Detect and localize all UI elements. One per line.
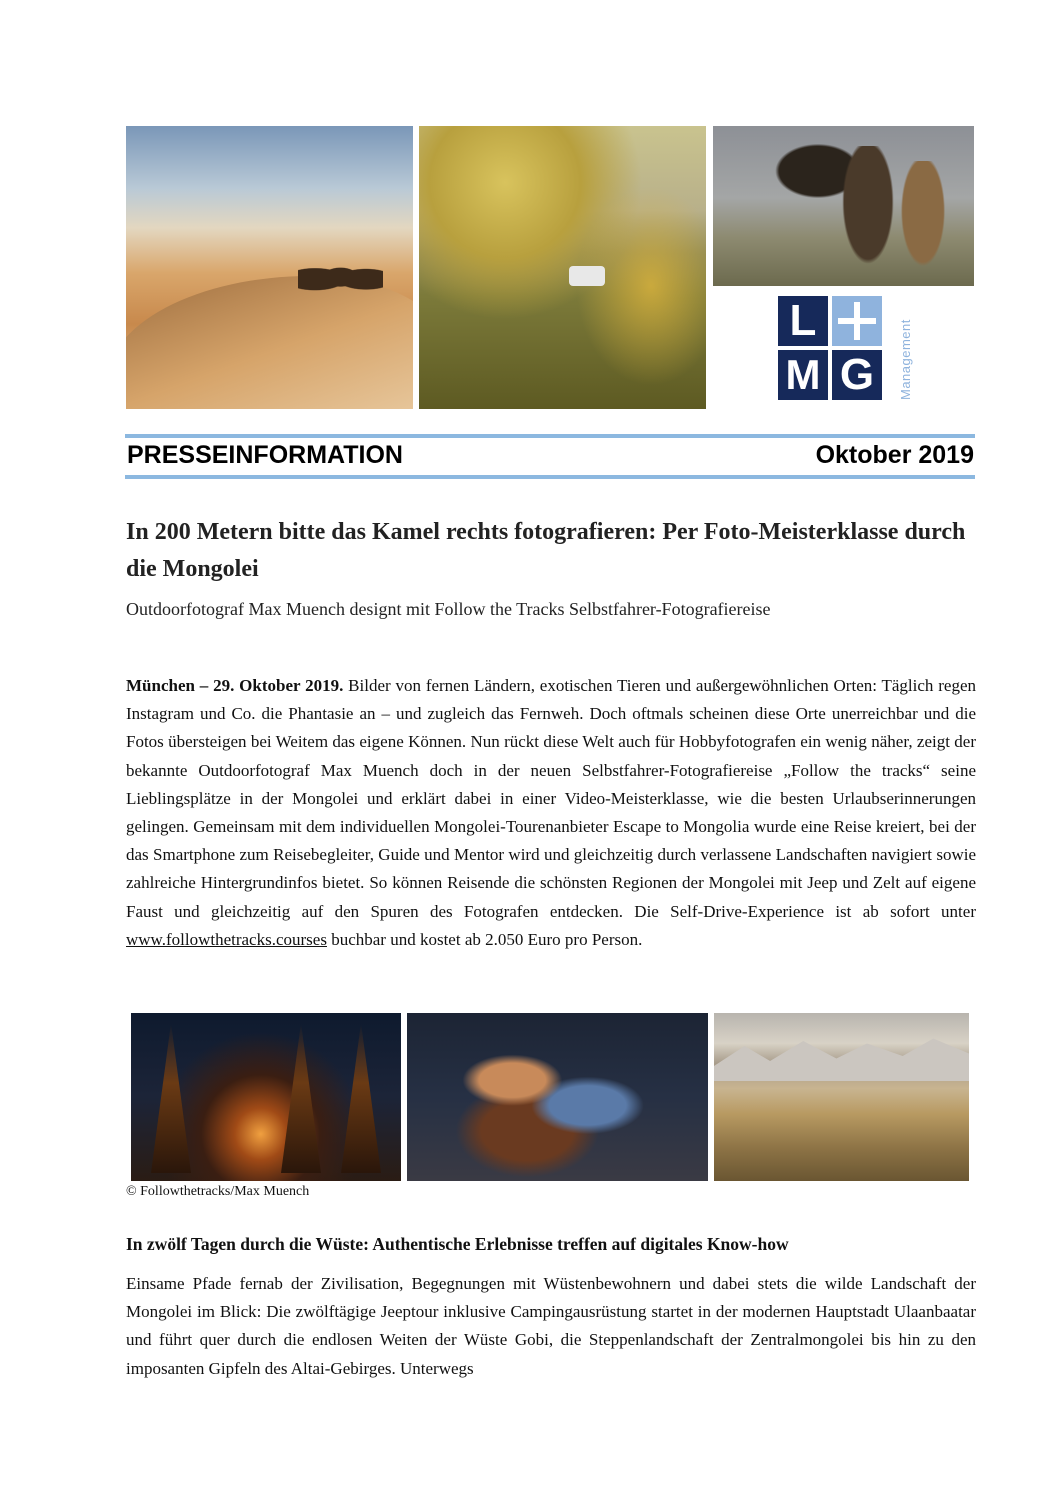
logo-plus-icon <box>832 296 882 346</box>
website-link[interactable]: www.followthetracks.courses <box>126 929 327 949</box>
headline: In 200 Metern bitte das Kamel rechts fotografieren: Per Foto-Meisterklasse durch die Mongolei <box>126 519 966 582</box>
logo-letter-g: G <box>832 350 882 400</box>
photo-credit: © Followthetracks/Max Muench <box>126 1184 310 1199</box>
tree-shape <box>341 1023 381 1173</box>
logo-tagline: Management <box>898 319 913 400</box>
subline: Outdoorfotograf Max Muench designt mit Follow the Tracks Selbstfahrer-Fotografiereise <box>126 599 771 619</box>
jeep-shape <box>569 266 605 286</box>
section-heading: In zwölf Tagen durch die Wüste: Authentische Erlebnisse treffen auf digitales Know-how <box>126 1234 789 1254</box>
intro-text-end: buchbar und kostet ab 2.050 Euro pro Person. <box>326 929 643 949</box>
child-figure <box>893 161 953 286</box>
photo-eagle-hunters <box>713 126 974 286</box>
foreground-blur <box>576 186 706 386</box>
tree-shape <box>151 1023 191 1173</box>
body-paragraph: Einsame Pfade fernab der Zivilisation, Begegnungen mit Wüstenbewohnern und dabei stets die wilde Landschaft der Mongolei im Blick: Die zwölftägige Jeeptour inklusive Campingausrüstung startet in der modernen Hauptstadt Ulaanbaatar und führt quer durch die endlosen Weiten der Wüste Gobi, die Steppenlandschaft der Zentralmongolei bis hin zu den imposanten Gipfeln des Altai-Gebirges. Unterwegs <box>126 1274 976 1378</box>
intro-paragraph <box>126 672 976 954</box>
mountain-peaks <box>714 1031 969 1081</box>
photo-campfire-night <box>131 1013 401 1181</box>
press-label: PRESSEINFORMATION <box>127 441 403 469</box>
photo-yurt-people <box>407 1013 708 1181</box>
camel-caravan <box>298 254 383 296</box>
tree-shape <box>281 1023 321 1173</box>
dateline: München – 29. Oktober 2019. <box>126 676 344 695</box>
photo-camels-desert <box>126 126 413 409</box>
intro-text: Bilder von fernen Ländern, exotischen Tieren und außergewöhnlichen Orten: Täglich regen Instagram und Co. die Phantasie an – und zugleich das Fernweh. Doch oftmals scheinen diese Orte unerreichbar und die Fotos übersteigen bei Weitem das eigene Können. Nun rückt diese Welt auch für Hobbyfotografen ein wenig näher, zeigt der bekannte Outdoorfotograf Max Muench doch in der neuen Selbstfahrer-Fotografiereise „Follow the tracks“ seine Lieblingsplätze in der Mongolei und erklärt dabei in einer Video-Meisterklasse, wie die besten Urlaubserinnerungen gelingen. Gemeinsam mit dem individuellen Mongolei-Tourenanbieter Escape to Mongolia wurde eine Reise kreiert, bei der das Smartphone zum Reisebegleiter, Guide und Mentor wird und gleichzeitig durch verlassene Landschaften navigiert sowie zahlreiche Hintergrundinfos bietet. So können Reisende die schönsten Regionen der Mongolei mit Jeep und Zelt auf eigene Faust und gleichzeitig auf den Spuren des Fotografen entdecken. Die Self-Drive-Experience ist ab sofort unter <box>126 676 976 921</box>
header-rule-top <box>125 434 975 438</box>
photo-steppe-jeep <box>419 126 706 409</box>
logo-letter-l: L <box>778 296 828 346</box>
header-rule-bottom <box>125 475 975 479</box>
logo-letter-m: M <box>778 350 828 400</box>
lmg-logo <box>776 296 916 400</box>
photo-mountain-camp <box>714 1013 969 1181</box>
press-date: Oktober 2019 <box>815 441 974 469</box>
